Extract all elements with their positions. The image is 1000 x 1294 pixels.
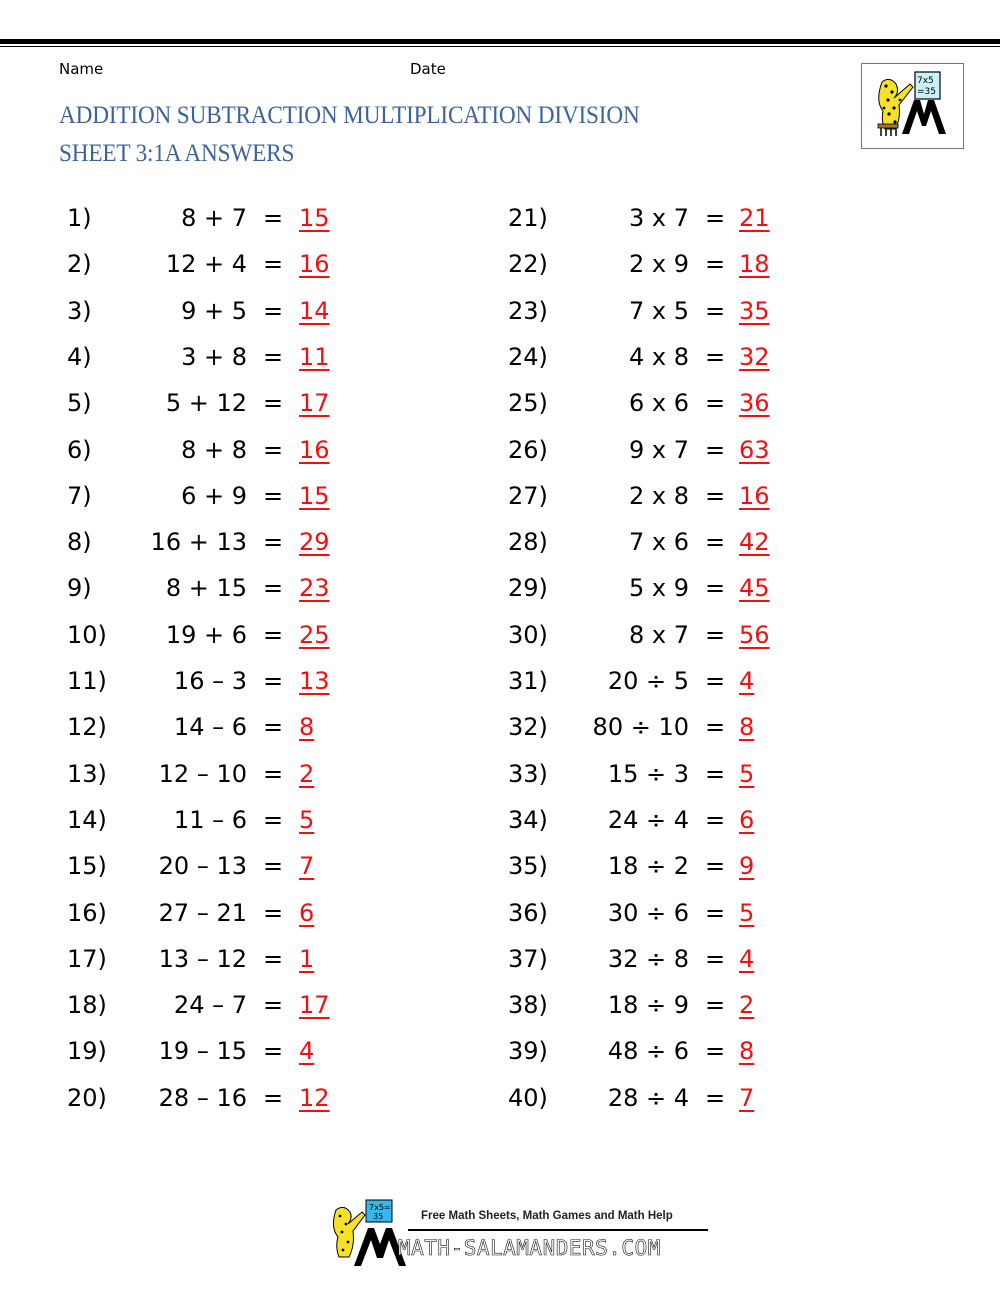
problem-expression: 19 – 15 bbox=[158, 1037, 247, 1066]
problem-number: 30) bbox=[508, 620, 548, 649]
problem-number: 11) bbox=[67, 667, 107, 695]
equals-sign: = bbox=[263, 528, 284, 557]
answer-value: 16 bbox=[739, 481, 770, 510]
logo-board-text-1: 7x5 bbox=[917, 76, 934, 86]
equals-sign: = bbox=[705, 204, 726, 232]
footer-logo bbox=[326, 1198, 716, 1270]
equals-sign: = bbox=[263, 1083, 284, 1112]
problem-number: 25) bbox=[508, 389, 548, 418]
problem-row bbox=[508, 667, 808, 697]
answer-value: 5 bbox=[299, 805, 315, 834]
problem-expression: 16 + 13 bbox=[150, 528, 247, 557]
equals-sign: = bbox=[263, 667, 284, 695]
problem-number: 8) bbox=[67, 528, 92, 557]
equals-sign: = bbox=[705, 1083, 726, 1112]
equals-sign: = bbox=[263, 574, 284, 603]
answer-value: 29 bbox=[299, 528, 330, 557]
problem-number: 38) bbox=[508, 991, 548, 1020]
equals-sign: = bbox=[705, 296, 726, 325]
answer-value: 16 bbox=[299, 435, 330, 464]
equals-sign: = bbox=[263, 296, 284, 325]
problem-row bbox=[508, 991, 808, 1021]
problem-number: 35) bbox=[508, 852, 548, 881]
problem-expression: 28 – 16 bbox=[158, 1083, 247, 1112]
problem-number: 14) bbox=[67, 805, 107, 834]
equals-sign: = bbox=[263, 620, 284, 649]
answer-value: 2 bbox=[739, 991, 755, 1020]
answer-value: 56 bbox=[739, 620, 770, 649]
page-subtitle: SHEET 3:1A ANSWERS bbox=[59, 140, 295, 167]
problem-expression: 12 + 4 bbox=[165, 250, 247, 279]
problem-number: 3) bbox=[67, 296, 92, 325]
answer-value: 21 bbox=[739, 204, 770, 232]
problem-number: 22) bbox=[508, 250, 548, 279]
problem-row bbox=[508, 852, 808, 882]
problem-row bbox=[67, 250, 367, 280]
equals-sign: = bbox=[705, 435, 726, 464]
problem-row bbox=[67, 945, 367, 975]
problem-row bbox=[67, 991, 367, 1021]
answer-value: 11 bbox=[299, 342, 330, 371]
answer-value: 17 bbox=[299, 389, 330, 418]
problem-row bbox=[67, 760, 367, 790]
problem-row bbox=[67, 1037, 367, 1067]
equals-sign: = bbox=[705, 713, 726, 742]
problem-number: 37) bbox=[508, 944, 548, 973]
equals-sign: = bbox=[263, 759, 284, 788]
problem-expression: 12 – 10 bbox=[158, 759, 247, 788]
equals-sign: = bbox=[263, 389, 284, 418]
problem-row bbox=[67, 528, 367, 558]
problem-expression: 80 ÷ 10 bbox=[592, 713, 689, 742]
problem-expression: 3 + 8 bbox=[181, 342, 247, 371]
problem-row bbox=[67, 713, 367, 743]
answer-value: 4 bbox=[739, 667, 755, 695]
problem-row bbox=[67, 1084, 367, 1114]
equals-sign: = bbox=[705, 528, 726, 557]
problem-row bbox=[508, 806, 808, 836]
date-label: Date bbox=[410, 60, 446, 78]
problem-number: 27) bbox=[508, 481, 548, 510]
problem-number: 17) bbox=[67, 944, 107, 973]
problem-number: 39) bbox=[508, 1037, 548, 1066]
problem-expression: 5 x 9 bbox=[629, 574, 689, 603]
answer-value: 42 bbox=[739, 528, 770, 557]
problem-expression: 6 + 9 bbox=[181, 481, 247, 510]
problem-row bbox=[67, 806, 367, 836]
answer-value: 5 bbox=[739, 759, 755, 788]
problem-expression: 32 ÷ 8 bbox=[607, 944, 689, 973]
problem-expression: 27 – 21 bbox=[158, 898, 247, 927]
answer-value: 9 bbox=[739, 852, 755, 881]
answer-value: 2 bbox=[299, 759, 315, 788]
problem-number: 15) bbox=[67, 852, 107, 881]
footer-divider bbox=[408, 1229, 708, 1231]
problem-row bbox=[508, 343, 808, 373]
problem-number: 10) bbox=[67, 620, 107, 649]
problem-expression: 14 – 6 bbox=[173, 713, 247, 742]
answer-value: 63 bbox=[739, 435, 770, 464]
problem-expression: 8 x 7 bbox=[629, 620, 689, 649]
problem-number: 40) bbox=[508, 1083, 548, 1112]
answer-value: 6 bbox=[739, 805, 755, 834]
answer-value: 16 bbox=[299, 250, 330, 279]
answer-value: 7 bbox=[299, 852, 315, 881]
problem-row bbox=[508, 713, 808, 743]
problem-number: 29) bbox=[508, 574, 548, 603]
problem-number: 16) bbox=[67, 898, 107, 927]
answer-value: 8 bbox=[739, 713, 755, 742]
equals-sign: = bbox=[263, 991, 284, 1020]
problem-row bbox=[508, 297, 808, 327]
equals-sign: = bbox=[263, 435, 284, 464]
footer-board-text-1: 7x5= bbox=[369, 1203, 391, 1212]
answer-value: 5 bbox=[739, 898, 755, 927]
problem-number: 19) bbox=[67, 1037, 107, 1066]
problem-row bbox=[508, 574, 808, 604]
equals-sign: = bbox=[263, 852, 284, 881]
problem-row bbox=[508, 1037, 808, 1067]
answer-value: 35 bbox=[739, 296, 770, 325]
top-rule-thick bbox=[0, 39, 1000, 44]
problem-expression: 16 – 3 bbox=[173, 667, 247, 695]
answer-value: 14 bbox=[299, 296, 330, 325]
problem-row bbox=[67, 343, 367, 373]
equals-sign: = bbox=[263, 342, 284, 371]
equals-sign: = bbox=[705, 944, 726, 973]
answer-value: 8 bbox=[739, 1037, 755, 1066]
answer-value: 12 bbox=[299, 1083, 330, 1112]
equals-sign: = bbox=[705, 852, 726, 881]
equals-sign: = bbox=[263, 481, 284, 510]
problem-number: 18) bbox=[67, 991, 107, 1020]
problem-row bbox=[508, 621, 808, 651]
footer-brand-text: MATH-SALAMANDERS.COM bbox=[398, 1236, 661, 1260]
answer-value: 4 bbox=[299, 1037, 315, 1066]
salamander-teacher-icon bbox=[862, 64, 963, 148]
equals-sign: = bbox=[705, 898, 726, 927]
answer-value: 15 bbox=[299, 204, 330, 232]
problem-row bbox=[508, 1084, 808, 1114]
problem-row bbox=[67, 899, 367, 929]
problem-row bbox=[67, 621, 367, 651]
equals-sign: = bbox=[263, 805, 284, 834]
problem-expression: 11 – 6 bbox=[173, 805, 247, 834]
problem-row bbox=[508, 250, 808, 280]
answer-value: 17 bbox=[299, 991, 330, 1020]
problem-expression: 9 x 7 bbox=[629, 435, 689, 464]
problem-number: 21) bbox=[508, 204, 548, 232]
answer-value: 15 bbox=[299, 481, 330, 510]
equals-sign: = bbox=[705, 342, 726, 371]
problem-row bbox=[508, 436, 808, 466]
problem-row bbox=[508, 945, 808, 975]
problem-expression: 9 + 5 bbox=[181, 296, 247, 325]
answer-value: 7 bbox=[739, 1083, 755, 1112]
problem-row bbox=[508, 482, 808, 512]
problem-number: 20) bbox=[67, 1083, 107, 1112]
problem-number: 1) bbox=[67, 204, 92, 232]
problem-row bbox=[508, 204, 808, 234]
problem-row bbox=[67, 667, 367, 697]
equals-sign: = bbox=[263, 204, 284, 232]
equals-sign: = bbox=[705, 667, 726, 695]
problem-expression: 24 ÷ 4 bbox=[607, 805, 689, 834]
problem-expression: 48 ÷ 6 bbox=[607, 1037, 689, 1066]
problem-number: 36) bbox=[508, 898, 548, 927]
problem-expression: 18 ÷ 9 bbox=[607, 991, 689, 1020]
answer-value: 23 bbox=[299, 574, 330, 603]
problem-expression: 8 + 7 bbox=[181, 204, 247, 232]
problem-row bbox=[67, 297, 367, 327]
problem-expression: 8 + 8 bbox=[181, 435, 247, 464]
problem-expression: 19 + 6 bbox=[165, 620, 247, 649]
top-rule-thin bbox=[0, 46, 1000, 47]
page-title: ADDITION SUBTRACTION MULTIPLICATION DIVISION bbox=[59, 102, 640, 129]
salamander-logo bbox=[861, 63, 964, 149]
equals-sign: = bbox=[263, 1037, 284, 1066]
answer-value: 1 bbox=[299, 944, 315, 973]
answer-value: 36 bbox=[739, 389, 770, 418]
problem-expression: 4 x 8 bbox=[629, 342, 689, 371]
footer-tagline: Free Math Sheets, Math Games and Math Help bbox=[421, 1210, 673, 1222]
problem-row bbox=[508, 760, 808, 790]
problem-row bbox=[67, 852, 367, 882]
problem-number: 9) bbox=[67, 574, 92, 603]
problem-expression: 3 x 7 bbox=[629, 204, 689, 232]
problem-expression: 7 x 5 bbox=[629, 296, 689, 325]
equals-sign: = bbox=[705, 574, 726, 603]
problem-number: 33) bbox=[508, 759, 548, 788]
problem-number: 5) bbox=[67, 389, 92, 418]
problem-row bbox=[508, 528, 808, 558]
problem-expression: 13 – 12 bbox=[158, 944, 247, 973]
problem-number: 13) bbox=[67, 759, 107, 788]
problem-number: 24) bbox=[508, 342, 548, 371]
equals-sign: = bbox=[263, 944, 284, 973]
equals-sign: = bbox=[705, 759, 726, 788]
problem-number: 2) bbox=[67, 250, 92, 279]
problem-number: 7) bbox=[67, 481, 92, 510]
problem-number: 32) bbox=[508, 713, 548, 742]
equals-sign: = bbox=[263, 250, 284, 279]
footer-salamander-icon bbox=[326, 1198, 406, 1270]
problem-expression: 2 x 9 bbox=[629, 250, 689, 279]
answer-value: 8 bbox=[299, 713, 315, 742]
problem-row bbox=[67, 482, 367, 512]
problem-row bbox=[67, 574, 367, 604]
problem-number: 28) bbox=[508, 528, 548, 557]
equals-sign: = bbox=[705, 991, 726, 1020]
problem-row bbox=[67, 389, 367, 419]
answer-value: 18 bbox=[739, 250, 770, 279]
answer-value: 4 bbox=[739, 944, 755, 973]
answer-value: 32 bbox=[739, 342, 770, 371]
equals-sign: = bbox=[705, 805, 726, 834]
problem-expression: 2 x 8 bbox=[629, 481, 689, 510]
equals-sign: = bbox=[263, 898, 284, 927]
problem-number: 6) bbox=[67, 435, 92, 464]
equals-sign: = bbox=[705, 1037, 726, 1066]
problem-number: 26) bbox=[508, 435, 548, 464]
problem-number: 34) bbox=[508, 805, 548, 834]
problem-expression: 24 – 7 bbox=[173, 991, 247, 1020]
problem-number: 4) bbox=[67, 342, 92, 371]
footer-board-text-2: 35 bbox=[373, 1212, 384, 1221]
problem-expression: 20 – 13 bbox=[158, 852, 247, 881]
problem-row bbox=[67, 204, 367, 234]
equals-sign: = bbox=[705, 620, 726, 649]
name-label: Name bbox=[59, 60, 104, 78]
equals-sign: = bbox=[263, 713, 284, 742]
problem-expression: 5 + 12 bbox=[165, 389, 247, 418]
problem-row bbox=[67, 436, 367, 466]
problem-expression: 30 ÷ 6 bbox=[607, 898, 689, 927]
answer-value: 13 bbox=[299, 667, 330, 695]
logo-board-text-2: =35 bbox=[917, 87, 936, 97]
problem-row bbox=[508, 389, 808, 419]
answer-value: 25 bbox=[299, 620, 330, 649]
answer-value: 45 bbox=[739, 574, 770, 603]
problem-expression: 6 x 6 bbox=[629, 389, 689, 418]
problem-expression: 8 + 15 bbox=[165, 574, 247, 603]
problem-expression: 7 x 6 bbox=[629, 528, 689, 557]
problem-expression: 15 ÷ 3 bbox=[607, 759, 689, 788]
problem-expression: 28 ÷ 4 bbox=[607, 1083, 689, 1112]
equals-sign: = bbox=[705, 250, 726, 279]
equals-sign: = bbox=[705, 389, 726, 418]
problem-expression: 20 ÷ 5 bbox=[607, 667, 689, 695]
answer-value: 6 bbox=[299, 898, 315, 927]
problem-number: 23) bbox=[508, 296, 548, 325]
problem-number: 31) bbox=[508, 667, 548, 695]
equals-sign: = bbox=[705, 481, 726, 510]
problem-number: 12) bbox=[67, 713, 107, 742]
problem-row bbox=[508, 899, 808, 929]
problem-expression: 18 ÷ 2 bbox=[607, 852, 689, 881]
